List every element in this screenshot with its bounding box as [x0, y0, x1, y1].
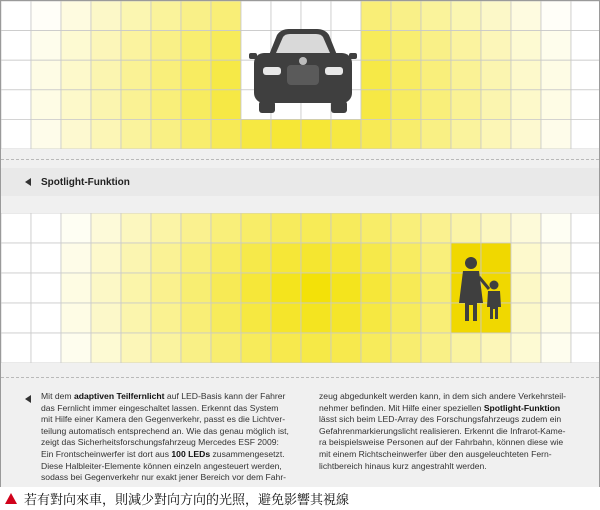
led-cell	[361, 31, 391, 61]
led-cell	[481, 333, 511, 363]
article-column-1	[41, 391, 311, 484]
led-cell	[121, 213, 151, 243]
led-cell	[181, 119, 211, 149]
led-cell	[331, 1, 361, 31]
led-cell	[211, 303, 241, 333]
led-cell	[301, 243, 331, 273]
led-cell	[121, 273, 151, 303]
led-cell	[211, 213, 241, 243]
led-cell	[301, 273, 331, 303]
article-line: mit Hilfe einer Kamera den Gegenverkehr, passt es die Lichtver-	[41, 414, 286, 425]
led-cell	[91, 213, 121, 243]
led-cell	[151, 31, 181, 61]
led-cell	[391, 273, 421, 303]
led-cell	[331, 119, 361, 149]
led-cell	[391, 1, 421, 31]
led-cell	[391, 31, 421, 61]
led-cell	[1, 90, 31, 120]
led-cell	[421, 213, 451, 243]
led-cell	[241, 303, 271, 333]
led-cell	[571, 60, 599, 90]
led-cell	[481, 90, 511, 120]
led-cell	[61, 119, 91, 149]
led-cell	[301, 1, 331, 31]
led-cell	[91, 303, 121, 333]
article-line: teilung automatisch entsprechend an. Wie das genau möglich ist,	[41, 425, 289, 436]
led-cell	[541, 243, 571, 273]
led-cell	[241, 243, 271, 273]
led-cell	[421, 243, 451, 273]
led-cell	[331, 243, 361, 273]
led-cell	[391, 60, 421, 90]
led-cell	[451, 243, 481, 273]
led-cell	[91, 273, 121, 303]
led-cell	[1, 213, 31, 243]
led-cell	[421, 119, 451, 149]
led-cell	[241, 273, 271, 303]
led-cell	[481, 1, 511, 31]
led-cell	[271, 333, 301, 363]
led-cell	[451, 1, 481, 31]
led-cell	[421, 31, 451, 61]
led-cell	[241, 119, 271, 149]
led-cell	[181, 31, 211, 61]
led-cell	[61, 243, 91, 273]
led-cell	[1, 31, 31, 61]
led-cell	[271, 273, 301, 303]
led-cell	[211, 60, 241, 90]
section-header	[1, 168, 599, 196]
led-cell	[31, 303, 61, 333]
led-cell	[361, 213, 391, 243]
led-cell	[391, 119, 421, 149]
led-cell	[31, 243, 61, 273]
led-cell	[121, 1, 151, 31]
article-line: ra beispielsweise Personen auf der Fahrbahn, können diese wie	[319, 437, 564, 448]
led-cell	[511, 213, 541, 243]
triangle-left-icon	[25, 395, 31, 403]
led-cell	[331, 213, 361, 243]
led-cell	[541, 303, 571, 333]
led-cell	[31, 31, 61, 61]
led-cell	[181, 60, 211, 90]
led-cell	[1, 60, 31, 90]
led-cell	[301, 119, 331, 149]
caption-text: 若有對向來車，則減少對向方向的光照，避免影響其視線	[24, 492, 350, 507]
led-cell	[541, 90, 571, 120]
article-line: lässt sich beim LED-Array des Forschungsfahrzeugs zudem ein	[319, 414, 562, 425]
led-cell	[511, 90, 541, 120]
led-cell	[541, 31, 571, 61]
led-cell	[301, 303, 331, 333]
led-cell	[571, 213, 599, 243]
led-cell	[451, 31, 481, 61]
led-cell	[271, 303, 301, 333]
article-line: das Fernlicht immer eingeschaltet lassen. Erkennt das System	[41, 402, 279, 413]
article-text	[1, 387, 599, 487]
led-cell	[331, 303, 361, 333]
led-cell	[421, 303, 451, 333]
led-cell	[91, 31, 121, 61]
led-cell	[481, 60, 511, 90]
led-cell	[571, 303, 599, 333]
led-cell	[571, 333, 599, 363]
led-cell	[361, 1, 391, 31]
divider-top	[1, 159, 599, 160]
led-cell	[421, 273, 451, 303]
led-cell	[481, 213, 511, 243]
triangle-left-icon	[25, 178, 31, 186]
led-cell	[151, 273, 181, 303]
led-cell	[481, 243, 511, 273]
led-cell	[391, 243, 421, 273]
led-cell	[181, 243, 211, 273]
led-cell	[1, 119, 31, 149]
led-cell	[391, 303, 421, 333]
led-cell	[511, 1, 541, 31]
led-grid-low-beam	[1, 1, 599, 149]
led-cell	[391, 90, 421, 120]
led-cell	[91, 60, 121, 90]
led-cell	[1, 1, 31, 31]
led-cell	[331, 333, 361, 363]
led-cell	[421, 60, 451, 90]
led-cell	[151, 1, 181, 31]
led-cell	[91, 333, 121, 363]
led-cell	[571, 31, 599, 61]
led-cell	[541, 119, 571, 149]
led-cell	[91, 1, 121, 31]
led-cell	[571, 273, 599, 303]
led-cell	[361, 119, 391, 149]
led-cell	[211, 119, 241, 149]
led-cell	[451, 213, 481, 243]
led-cell	[241, 333, 271, 363]
led-cell	[481, 119, 511, 149]
led-cell	[211, 31, 241, 61]
led-cell	[241, 213, 271, 243]
article-line: zeigt das Sicherheitsforschungsfahrzeug Mercedes ESF 2009:	[41, 437, 279, 448]
article-line: Gefahrenmarkierungslicht realisieren. Erkennt die Infrarot-Kame-	[319, 425, 566, 436]
led-cell	[211, 243, 241, 273]
led-cell	[91, 243, 121, 273]
led-cell	[1, 273, 31, 303]
led-cell	[271, 243, 301, 273]
led-cell	[1, 333, 31, 363]
led-cell	[211, 273, 241, 303]
led-cell	[31, 213, 61, 243]
warning-triangle-icon	[5, 493, 17, 504]
article-line: sodass bei Gegenverkehr nur exakt jener Bereich vor dem Fahr-	[41, 472, 287, 483]
led-cell	[181, 1, 211, 31]
led-cell	[61, 31, 91, 61]
led-cell	[451, 90, 481, 120]
led-cell	[1, 303, 31, 333]
led-cell	[61, 90, 91, 120]
led-cell	[571, 90, 599, 120]
led-cell	[31, 60, 61, 90]
article-line: Diese Halbleiter-Elemente können einzeln angesteuert werden,	[41, 460, 282, 471]
led-cell	[511, 60, 541, 90]
led-cell	[61, 1, 91, 31]
led-cell	[121, 60, 151, 90]
led-cell	[31, 90, 61, 120]
led-cell	[181, 303, 211, 333]
led-cell	[541, 60, 571, 90]
led-cell	[571, 243, 599, 273]
led-cell	[151, 333, 181, 363]
article-line: lichtbereich hinaus kurz angestrahlt werden.	[319, 460, 487, 471]
led-cell	[511, 243, 541, 273]
article-column-2	[319, 391, 581, 472]
led-cell	[361, 273, 391, 303]
article-line: Mit dem adaptiven Teilfernlicht auf LED-Basis kann der Fahrer	[41, 391, 286, 401]
led-cell	[541, 1, 571, 31]
led-cell	[151, 213, 181, 243]
led-cell	[151, 243, 181, 273]
led-cell	[181, 90, 211, 120]
led-cell	[151, 90, 181, 120]
led-cell	[181, 273, 211, 303]
led-cell	[181, 213, 211, 243]
led-cell	[31, 333, 61, 363]
article-line: nehmer befinden. Mit Hilfe einer speziellen Spotlight-Funktion	[319, 402, 561, 413]
led-cell	[571, 119, 599, 149]
led-cell	[481, 31, 511, 61]
led-cell	[421, 333, 451, 363]
led-cell	[571, 1, 599, 31]
led-cell	[31, 119, 61, 149]
led-cell	[331, 273, 361, 303]
led-cell	[211, 1, 241, 31]
led-cell	[511, 119, 541, 149]
led-cell	[541, 273, 571, 303]
led-cell	[1, 243, 31, 273]
led-cell	[511, 333, 541, 363]
led-cell	[511, 303, 541, 333]
article-line: Ein Frontscheinwerfer ist dort aus 100 LEDs zusammengesetzt.	[41, 448, 285, 459]
led-cell	[451, 60, 481, 90]
led-cell	[61, 60, 91, 90]
led-cell	[181, 333, 211, 363]
led-cell	[31, 1, 61, 31]
led-cell	[151, 60, 181, 90]
led-cell	[211, 90, 241, 120]
led-cell	[391, 333, 421, 363]
led-cell	[61, 273, 91, 303]
section-title: Spotlight-Funktion	[41, 176, 130, 188]
led-cell	[301, 333, 331, 363]
led-cell	[271, 119, 301, 149]
led-cell	[541, 213, 571, 243]
led-cell	[61, 333, 91, 363]
led-cell	[361, 303, 391, 333]
led-cell	[511, 273, 541, 303]
led-cell	[361, 243, 391, 273]
led-cell	[511, 31, 541, 61]
led-cell	[241, 1, 271, 31]
caption-bar	[0, 487, 600, 510]
led-cell	[361, 90, 391, 120]
led-grid-spotlight	[1, 213, 599, 363]
led-cell	[211, 333, 241, 363]
led-cell	[31, 273, 61, 303]
led-cell	[421, 90, 451, 120]
led-cell	[121, 243, 151, 273]
led-cell	[391, 213, 421, 243]
led-cell	[91, 119, 121, 149]
led-grid-top-svg	[1, 1, 599, 149]
article-line: zeug abgedunkelt werden kann, in dem sich andere Verkehrsteil-	[319, 391, 566, 401]
led-cell	[451, 333, 481, 363]
led-cell	[361, 333, 391, 363]
led-cell	[61, 303, 91, 333]
led-cell	[541, 333, 571, 363]
led-cell	[91, 90, 121, 120]
led-grid-bottom-svg	[1, 213, 599, 363]
article-line: mit einem Richtscheinwerfer über den ausgeleuchteten Fern-	[319, 448, 552, 459]
divider-bottom	[1, 377, 599, 378]
led-cell	[451, 119, 481, 149]
led-cell	[121, 303, 151, 333]
led-cell	[121, 90, 151, 120]
led-cell	[271, 213, 301, 243]
led-cell	[121, 31, 151, 61]
led-cell	[151, 119, 181, 149]
led-cell	[121, 119, 151, 149]
led-cell	[421, 1, 451, 31]
led-cell	[121, 333, 151, 363]
led-cell	[151, 303, 181, 333]
led-cell	[301, 213, 331, 243]
led-cell	[271, 1, 301, 31]
led-cell	[61, 213, 91, 243]
led-cell	[361, 60, 391, 90]
